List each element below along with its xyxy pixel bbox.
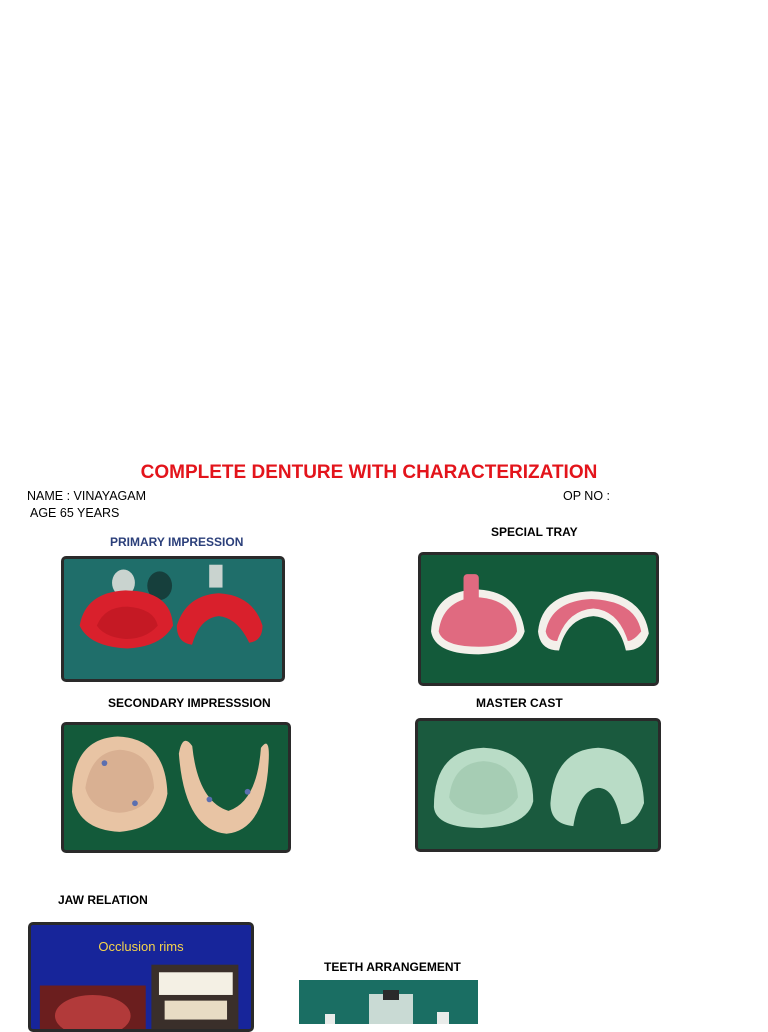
secondary-impression-image	[64, 725, 288, 850]
photo-master-cast	[415, 718, 661, 852]
occlusion-rims-caption: Occlusion rims	[98, 939, 184, 954]
photo-teeth-arrangement	[299, 980, 478, 1024]
teeth-arrangement-image	[299, 980, 478, 1024]
photo-secondary-impression	[61, 722, 291, 853]
photo-jaw-relation	[28, 922, 254, 1032]
label-secondary-impression: SECONDARY IMPRESSSION	[108, 696, 271, 710]
photo-special-tray	[418, 552, 659, 686]
op-number: OP NO :	[563, 489, 611, 503]
label-teeth-arrangement: TEETH ARRANGEMENT	[324, 960, 461, 974]
master-cast-image	[418, 721, 658, 849]
label-jaw-relation: JAW RELATION	[58, 893, 148, 907]
label-special-tray: SPECIAL TRAY	[491, 525, 578, 539]
patient-name: NAME : VINAYAGAM	[27, 489, 147, 503]
label-master-cast: MASTER CAST	[476, 696, 563, 710]
patient-age: AGE 65 YEARS	[30, 506, 120, 520]
label-primary-impression: PRIMARY IMPRESSION	[110, 535, 244, 549]
document-title: COMPLETE DENTURE WITH CHARACTERIZATION	[140, 462, 598, 483]
special-tray-image	[421, 555, 656, 683]
photo-primary-impression	[61, 556, 285, 682]
primary-impression-image	[64, 559, 282, 679]
